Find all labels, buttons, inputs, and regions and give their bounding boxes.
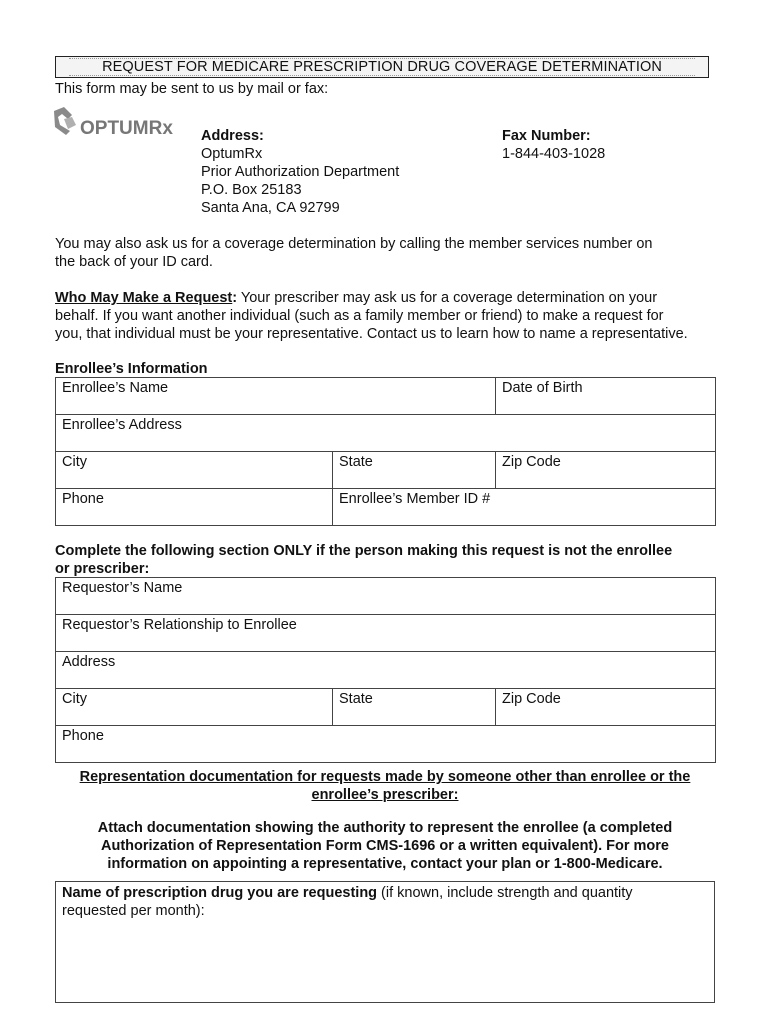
enrollee-city-field[interactable]: City: [56, 452, 333, 489]
requestor-phone-field[interactable]: Phone: [56, 726, 716, 763]
requestor-relationship-field[interactable]: Requestor’s Relationship to Enrollee: [56, 615, 716, 652]
who-may-line-3: you, that individual must be your representative. Contact us to learn how to name a representative.: [55, 326, 688, 342]
enrollee-table: [55, 377, 716, 526]
phone-note: [55, 235, 653, 271]
fax-number: 1-844-403-1028: [502, 146, 606, 162]
representation-body-line-2: Authorization of Representation Form CMS-1696 or a written equivalent). For more: [101, 838, 669, 854]
enrollee-name-field[interactable]: Enrollee’s Name: [56, 378, 496, 415]
requestor-heading-line-1: Complete the following section ONLY if the person making this request is not the enrollee: [55, 543, 673, 559]
who-may-request-section: [55, 289, 688, 343]
who-may-colon: :: [232, 290, 238, 306]
drug-label-line-2: requested per month):: [62, 903, 205, 919]
representation-section: [55, 768, 715, 873]
address-block: [201, 127, 399, 217]
requestor-heading: [55, 542, 672, 578]
fax-block: [502, 127, 605, 163]
logo-text: OPTUMRx: [80, 118, 173, 139]
drug-name-field[interactable]: [55, 881, 715, 1003]
drug-label-bold: Name of prescription drug you are requesting: [62, 885, 378, 901]
representation-heading-line-1: Representation documentation for requests made by someone other than enrollee or the: [79, 769, 691, 785]
enrollee-state-field[interactable]: State: [333, 452, 496, 489]
who-may-line-2: behalf. If you want another individual (such as a family member or friend) to make a request for: [55, 308, 664, 324]
optumrx-logo: [50, 105, 185, 143]
enrollee-phone-field[interactable]: Phone: [56, 489, 333, 526]
enrollee-dob-field[interactable]: Date of Birth: [496, 378, 716, 415]
representation-body-line-1: Attach documentation showing the authority to represent the enrollee (a completed: [97, 820, 673, 836]
who-may-heading: Who May Make a Request: [55, 290, 233, 306]
representation-heading-line-2: enrollee’s prescriber:: [311, 787, 459, 803]
form-title-box: [55, 56, 709, 78]
address-line-2: Prior Authorization Department: [201, 164, 400, 180]
requestor-state-field[interactable]: State: [333, 689, 496, 726]
requestor-name-field[interactable]: Requestor’s Name: [56, 578, 716, 615]
phone-note-line-1: You may also ask us for a coverage determination by calling the member services number on: [55, 236, 653, 252]
requestor-city-field[interactable]: City: [56, 689, 333, 726]
enrollee-address-field[interactable]: Enrollee’s Address: [56, 415, 716, 452]
requestor-heading-line-2: or prescriber:: [55, 561, 150, 577]
drug-label-rest: (if known, include strength and quantity: [377, 885, 633, 901]
requestor-table: [55, 577, 716, 763]
address-line-3: P.O. Box 25183: [201, 182, 302, 198]
enrollee-zip-field[interactable]: Zip Code: [496, 452, 716, 489]
enrollee-member-id-field[interactable]: Enrollee’s Member ID #: [333, 489, 716, 526]
fax-label: Fax Number:: [502, 128, 591, 144]
address-label: Address:: [201, 128, 264, 144]
requestor-zip-field[interactable]: Zip Code: [496, 689, 716, 726]
who-may-line-1: Your prescriber may ask us for a coverage determination on your: [237, 290, 658, 306]
address-line-4: Santa Ana, CA 92799: [201, 200, 340, 216]
representation-body-line-3: information on appointing a representative, contact your plan or 1-800-Medicare.: [107, 856, 663, 872]
optum-logo-icon: [50, 105, 185, 143]
form-title: REQUEST FOR MEDICARE PRESCRIPTION DRUG COVERAGE DETERMINATION: [69, 58, 695, 76]
enrollee-heading: Enrollee’s Information: [55, 361, 208, 377]
phone-note-line-2: the back of your ID card.: [55, 254, 213, 270]
intro-text: This form may be sent to us by mail or fax:: [55, 81, 329, 97]
requestor-address-field[interactable]: Address: [56, 652, 716, 689]
address-line-1: OptumRx: [201, 146, 263, 162]
